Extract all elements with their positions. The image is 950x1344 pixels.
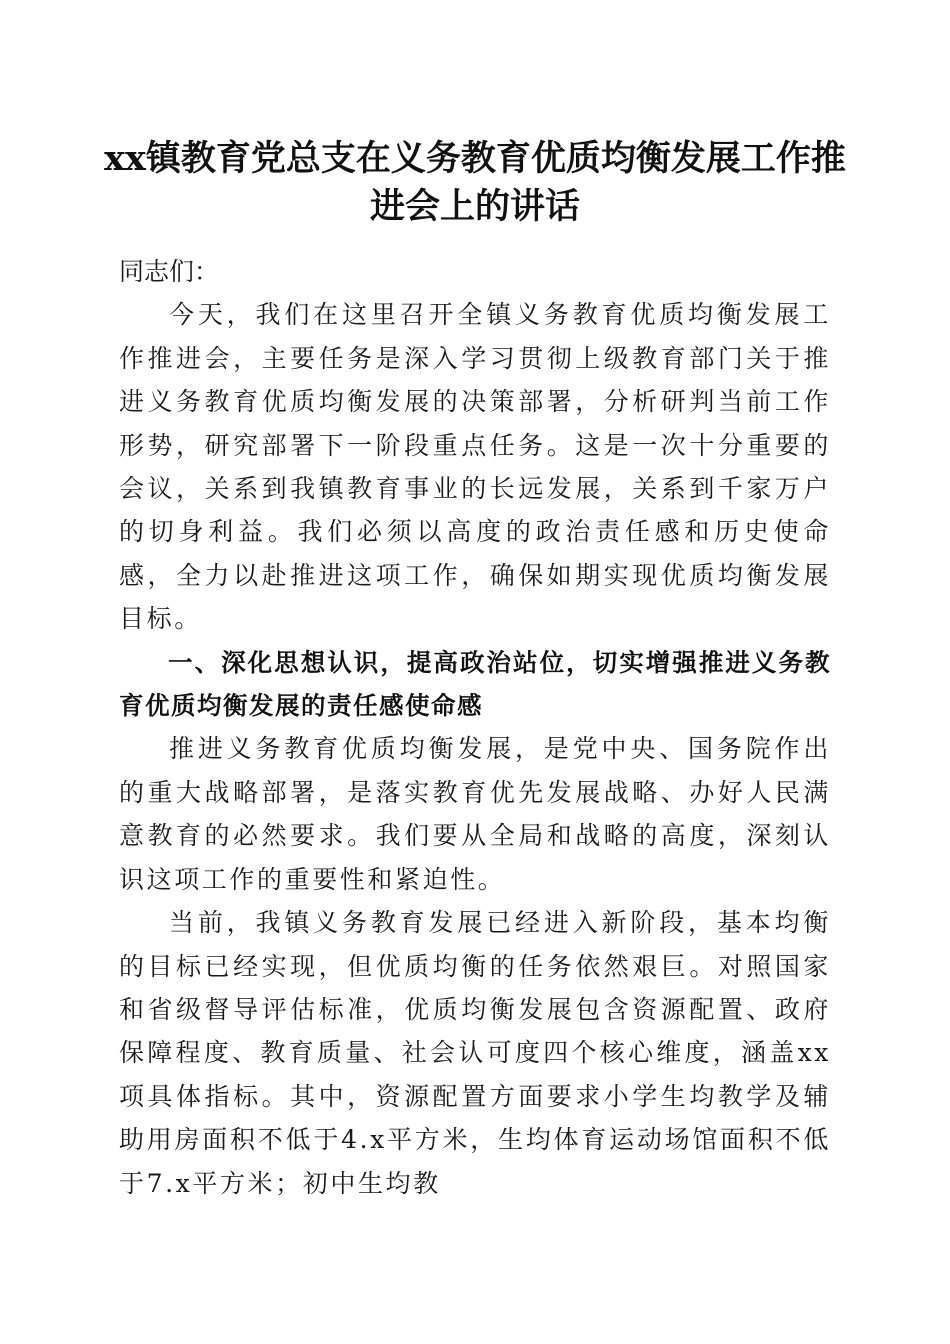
document-body (119, 250, 831, 1205)
greeting: 同志们： (119, 257, 220, 286)
paragraph-section1-a: 推进义务教育优质均衡发展，是党中央、国务院作出的重大战略部署，是落实教育优先发展战略、办好人民满意教育的必然要求。我们要从全局和战略的高度，深刻认识这项工作的重要性和紧迫性。 (119, 734, 831, 894)
paragraph-section1-b: 当前，我镇义务教育发展已经进入新阶段，基本均衡的目标已经实现，但优质均衡的任务依然艰巨。对照国家和省级督导评估标准，优质均衡发展包含资源配置、政府保障程度、教育质量、社会认可度四个核心维度，涵盖xx项具体指标。其中，资源配置方面要求小学生均教学及辅助用房面积不低于4.x平方米，生均体育运动场馆面积不低于7.x平方米；初中生均教 (119, 908, 831, 1198)
document-title: xx镇教育党总支在义务教育优质均衡发展工作推进会上的讲话 (104, 138, 846, 227)
section-heading-1: 一、深化思想认识，提高政治站位，切实增强推进义务教育优质均衡发展的责任感使命感 (119, 647, 831, 721)
paragraph-opening: 今天，我们在这里召开全镇义务教育优质均衡发展工作推进会，主要任务是深入学习贯彻上级教育部门关于推进义务教育优质均衡发展的决策部署，分析研判当前工作形势，研究部署下一阶段重点任务。这是一次十分重要的会议，关系到我镇教育事业的长远发展，关系到千家万户的切身利益。我们必须以高度的政治责任感和历史使命感，全力以赴推进这项工作，确保如期实现优质均衡发展目标。 (119, 300, 831, 634)
